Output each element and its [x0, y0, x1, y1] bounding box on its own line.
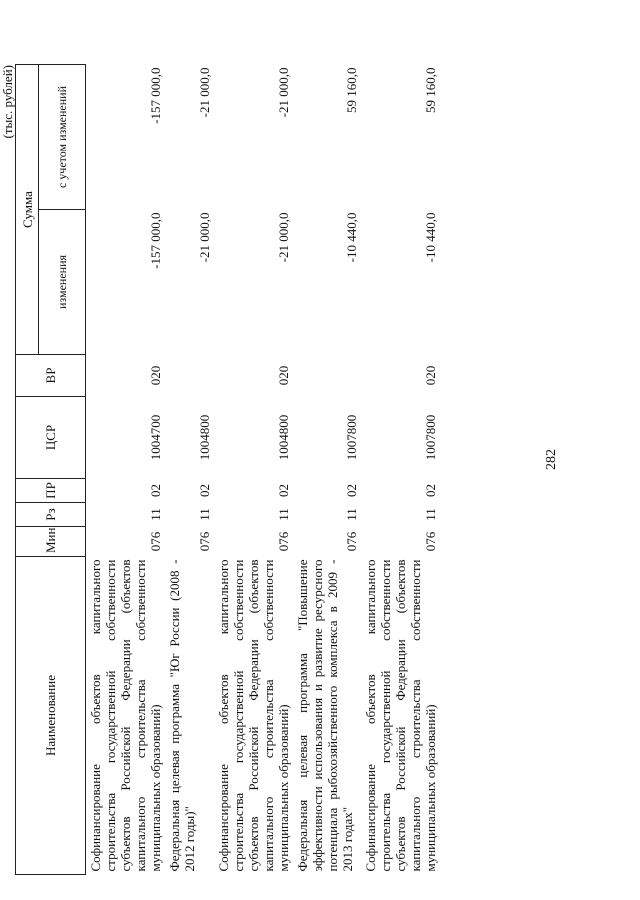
header-pr: ПР	[16, 479, 86, 503]
table-row	[165, 65, 214, 875]
row-rz: 11	[423, 508, 438, 521]
row-vr	[165, 355, 214, 397]
header-vr: ВР	[16, 355, 86, 397]
row-pr: 02	[197, 484, 212, 497]
row-csr: 1004700	[148, 414, 163, 461]
table-row	[361, 65, 440, 875]
row-min: 076	[276, 531, 291, 552]
row-name: Софинансирование объектов капитального строительства государственной собственности субъектов Российской Федерации (объектов капитального строительства собственности муниципальных образований)	[88, 559, 163, 872]
row-change: -21 000,0	[197, 212, 212, 263]
row-total: 59 160,0	[423, 67, 438, 113]
row-csr: 1004800	[197, 414, 212, 461]
row-csr: 1007800	[423, 414, 438, 461]
row-change: -157 000,0	[148, 212, 163, 269]
header-row	[16, 65, 39, 875]
row-min: 076	[197, 531, 212, 552]
row-csr: 1007800	[344, 414, 359, 461]
units-label: (тыс. рублей)	[0, 65, 15, 139]
row-pr: 02	[276, 484, 291, 497]
row-vr: 020	[148, 365, 163, 386]
table-row	[293, 65, 361, 875]
row-rz: 11	[197, 508, 212, 521]
header-min: Мин	[16, 527, 86, 557]
row-name: Федеральная целевая программа "Юг России (2008 - 2012 годы)"	[167, 559, 197, 872]
row-change: -10 440,0	[344, 212, 359, 263]
row-rz: 11	[276, 508, 291, 521]
table-row	[86, 65, 166, 875]
page-number: 282	[544, 449, 559, 470]
row-min: 076	[148, 531, 163, 552]
row-total: 59 160,0	[344, 67, 359, 113]
header-with-changes: с учетом изменений	[39, 65, 86, 210]
header-csr: ЦСР	[16, 397, 86, 479]
header-sum: Сумма	[16, 65, 39, 355]
row-min: 076	[423, 531, 438, 552]
table-row	[214, 65, 293, 875]
budget-table	[15, 64, 440, 875]
row-min: 076	[344, 531, 359, 552]
row-rz: 11	[344, 508, 359, 521]
row-name: Федеральная целевая программа "Повышение эффективности использования и развитие ресурсного потенциала рыбохозяйственного комплекса в 2009 - 2013 годах"	[295, 559, 355, 872]
row-change: -21 000,0	[276, 212, 291, 263]
row-name: Софинансирование объектов капитального строительства государственной собственности субъектов Российской Федерации (объектов капитального строительства собственности муниципальных образований)	[363, 559, 438, 872]
header-name: Наименование	[16, 557, 86, 875]
row-pr: 02	[148, 484, 163, 497]
row-rz: 11	[148, 508, 163, 521]
header-rz: Рз	[16, 503, 86, 527]
row-pr: 02	[344, 484, 359, 497]
row-vr	[293, 355, 361, 397]
row-vr: 020	[276, 365, 291, 386]
header-change: изменения	[39, 210, 86, 355]
row-total: -157 000,0	[148, 67, 163, 124]
row-name: Софинансирование объектов капитального строительства государственной собственности субъектов Российской Федерации (объектов капитального строительства собственности муниципальных образований)	[216, 559, 291, 872]
row-csr: 1004800	[276, 414, 291, 461]
row-change: -10 440,0	[423, 212, 438, 263]
row-total: -21 000,0	[197, 67, 212, 118]
row-pr: 02	[423, 484, 438, 497]
row-total: -21 000,0	[276, 67, 291, 118]
row-vr: 020	[423, 365, 438, 386]
